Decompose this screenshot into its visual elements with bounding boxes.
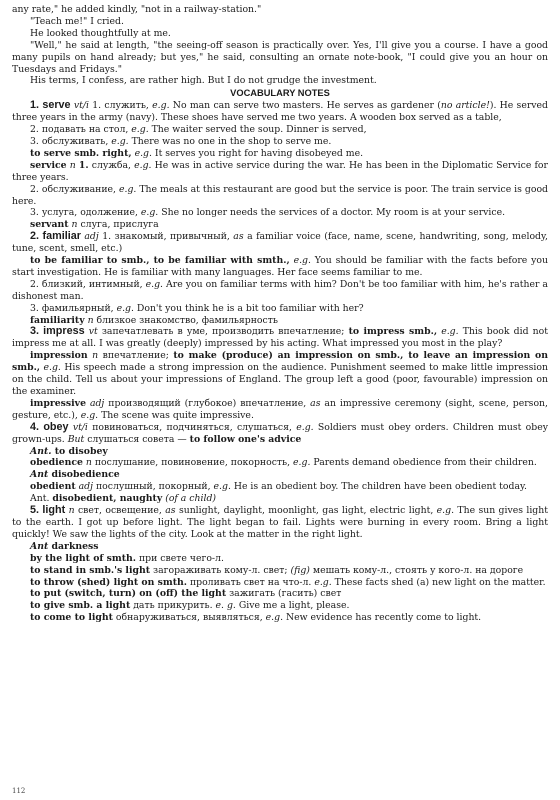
vocabulary-entry: servant n слуга, прислуга	[30, 219, 159, 231]
vocabulary-entry: 3. обслуживать, e.g. There was no one in the shop to serve me.	[30, 135, 332, 147]
vocabulary-entry: to stand in smb.'s light загораживать кому-л. свет; (fig) мешать кому-л., стоять у кого-л. на дороге	[30, 564, 524, 576]
vocabulary-entry: 2. подавать на стол, e.g. The waiter served the soup. Dinner is served,	[30, 124, 367, 136]
vocabulary-entry: 3. фамильярный, e.g. Don't you think he is a bit too familiar with her?	[30, 302, 364, 314]
vocabulary-entry: Ant. disobedient, naughty (of a child)	[30, 493, 217, 505]
vocabulary-entry: to put (switch, turn) on (off) the light зажигать (гасить) свет	[30, 588, 342, 600]
vocabulary-entry: service n 1. служба, e.g. He was in active service during the war. He has been in the Diplomatic Service for three years.	[12, 159, 548, 183]
vocabulary-entry: to throw (shed) light on smth. проливать свет на что-л. e.g. These facts shed (a) new light on the matter.	[30, 576, 546, 588]
vocabulary-entry: to come to light обнаруживаться, выявляться, e.g. New evidence has recently come to light.	[30, 612, 482, 624]
vocabulary-entry: 3. impress vt запечатлевать в уме, производить впечатление; to impress smb., e.g. This book did not impress me at all. I was greatly (deeply) impressed by his acting. What impressed you most in the play?	[12, 325, 548, 350]
text-line: any rate," he added kindly, "not in a railway-station."	[12, 4, 262, 15]
vocabulary-entry: to give smb. a light дать прикурить. e. g. Give me a light, please.	[30, 600, 350, 612]
vocabulary-entry: impressive adj производящий (глубокое) впечатление, as an impressive ceremony (sight, scene, person, gesture, etc.), e.g. The scene was quite impressive.	[12, 397, 548, 421]
story-excerpt	[12, 4, 548, 87]
vocabulary-entry: obedience n послушание, повиновение, покорность, e.g. Parents demand obedience from their children.	[30, 457, 537, 469]
section-heading: VOCABULARY NOTES	[230, 88, 330, 99]
vocabulary-entry: 2. близкий, интимный, e.g. Are you on familiar terms with him? Don't be too familiar with him, he's rather a dishonest man.	[12, 278, 548, 302]
text-line: He looked thoughtfully at me.	[30, 27, 171, 39]
text-line: His terms, I confess, are rather high. But I do not grudge the investment.	[30, 75, 377, 87]
vocabulary-entry: 1. serve vt/i 1. служить, e.g. No man can serve two masters. He serves as gardener (no article!). He served three years in the army (navy). These shoes have served me two years. A wooden box served as a table,	[12, 99, 548, 124]
vocabulary-entry: 2. familiar adj 1. знакомый, привычный, as a familiar voice (face, name, scene, handwriting, song, melody, tune, scent, smell, etc.)	[12, 230, 548, 255]
vocabulary-entry: familiarity n близкое знакомство, фамильярность	[30, 314, 278, 326]
vocabulary-entry: Ant darkness	[30, 540, 99, 552]
vocabulary-entry: Ant. to disobey	[30, 445, 108, 457]
vocabulary-entry: by the light of smth. при свете чего-л.	[30, 552, 224, 564]
vocabulary-entry: obedient adj послушный, покорный, e.g. He is an obedient boy. The children have been obedient today.	[30, 481, 527, 493]
vocabulary-notes	[12, 100, 548, 624]
vocabulary-entry: 3. услуга, одолжение, e.g. She no longer needs the services of a doctor. My room is at your service.	[30, 207, 506, 219]
page-number: 112	[12, 787, 26, 796]
dialogue-line: "Teach me!" I cried.	[30, 15, 124, 27]
vocabulary-entry: to serve smb. right, e.g. It serves you right for having disobeyed me.	[30, 147, 364, 159]
vocabulary-entry: to be familiar to smb., to be familiar with smth., e.g. You should be familiar with the facts before you start investigation. He is familiar with many languages. Her face seems familiar to me.	[12, 255, 548, 278]
vocabulary-entry: Ant disobedience	[30, 469, 120, 481]
vocabulary-entry: 4. obey vt/i повиноваться, подчиняться, слушаться, e.g. Soldiers must obey orders. Children must obey grown-ups. But слушаться совета — to follow one's advice	[12, 420, 548, 445]
dialogue-paragraph: "Well," he said at length, "the seeing-off season is practically over. Yes, I'll give you a course. I have a good many pupils on hand already; but yes," he said, consulting an ornate note-book, "I could give you an hour on Tuesdays and Fridays."	[12, 39, 548, 75]
vocabulary-entry: 2. обслуживание, e.g. The meals at this restaurant are good but the service is poor. The train service is good here.	[12, 183, 548, 207]
vocabulary-entry: 5. light n свет, освещение, as sunlight, daylight, moonlight, gas light, electric light, e.g. The sun gives light to the earth. I got up before light. The light began to fail. Lights were burning in every room. Bring a light quickly! We saw the lights of the city. Look at the matter in the right light.	[12, 504, 548, 540]
vocabulary-entry: impression n впечатление; to make (produce) an impression on smb., to leave an impression on smb., e.g. His speech made a strong impression on the audience. Punishment seemed to make little impression on the child. Tell us about your impressions of England. The group left a good (poor, favourable) impression on the examiner.	[12, 350, 548, 397]
